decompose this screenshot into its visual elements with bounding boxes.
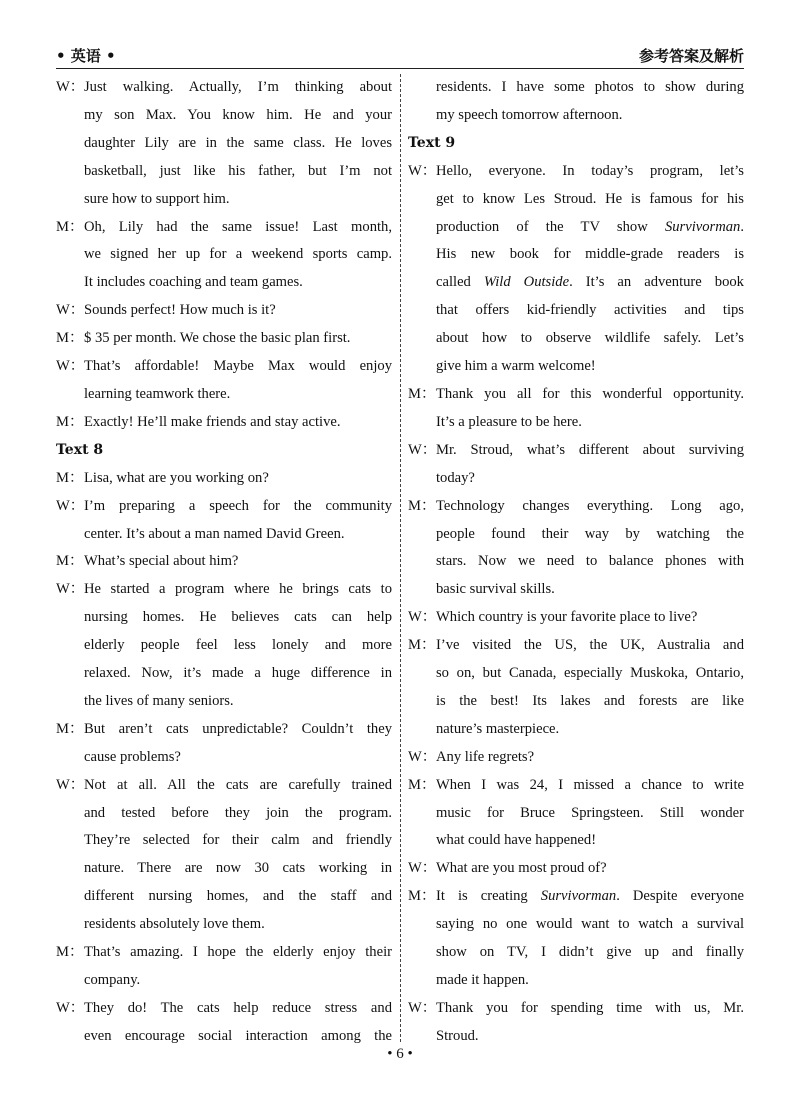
dialogue-turn — [408, 437, 744, 493]
speaker-label: M： — [56, 553, 84, 570]
speaker-label: W： — [56, 776, 85, 793]
dialogue-turn — [56, 409, 392, 437]
speaker-label: M： — [56, 720, 84, 737]
dialogue-line: But aren’t cats unpredictable? Couldn’t they — [84, 720, 392, 737]
dialogue-line: about how to observe wildlife safely. Let’s — [436, 330, 744, 347]
indent — [408, 409, 436, 437]
dialogue-line: we signed her up for a weekend sports camp. — [84, 246, 392, 263]
indent — [56, 744, 84, 772]
indent — [56, 800, 84, 828]
indent — [408, 521, 436, 549]
dialogue-line: I’ve visited the US, the UK, Australia and — [436, 637, 744, 654]
dialogue-line: the lives of many seniors. — [84, 692, 234, 709]
indent — [56, 158, 84, 186]
speaker-label: W： — [56, 999, 85, 1016]
dialogue-line: different nursing homes, and the staff and — [84, 888, 392, 905]
dialogue-turn — [56, 576, 392, 716]
indent — [56, 604, 84, 632]
dialogue-line: show on TV, I didn’t give up and finally — [436, 944, 744, 961]
speaker-label: W： — [56, 497, 85, 514]
indent — [408, 576, 436, 604]
dialogue-line: so on, but Canada, especially Muskoka, Ontario, — [436, 665, 744, 682]
indent — [408, 325, 436, 353]
dialogue-line: even encourage social interaction among the — [84, 1027, 392, 1044]
indent — [56, 130, 84, 158]
indent — [56, 102, 84, 130]
dialogue-line: basic survival skills. — [436, 581, 555, 598]
dialogue-line: my son Max. You know him. He and your — [84, 106, 392, 123]
dialogue-line: what could have happened! — [436, 832, 597, 849]
indent — [56, 883, 84, 911]
indent — [408, 939, 436, 967]
dialogue-line: and tested before they join the program. — [84, 804, 392, 821]
dialogue-turn — [408, 632, 744, 744]
dialogue-line: It is creating Survivorman. Despite everyone — [436, 888, 744, 905]
indent — [56, 241, 84, 269]
dialogue-turn — [408, 604, 744, 632]
dialogue-line: elderly people feel less lonely and more — [84, 637, 392, 654]
dialogue-line: people found their way by watching the — [436, 525, 744, 542]
dialogue-turn — [56, 493, 392, 549]
speaker-label: M： — [56, 413, 84, 430]
dialogue-line: cause problems? — [84, 748, 181, 765]
dialogue-turn — [408, 883, 744, 995]
dialogue-turn — [56, 548, 392, 576]
dialogue-line: That’s amazing. I hope the elderly enjoy their — [84, 944, 392, 961]
dialogue-turn — [56, 74, 392, 214]
indent — [408, 353, 436, 381]
dialogue-line: saying no one would want to watch a survival — [436, 916, 744, 933]
header-rule — [56, 68, 744, 69]
dialogue-turn — [408, 772, 744, 856]
dialogue-line: is the best! Its lakes and forests are like — [436, 692, 744, 709]
indent — [408, 297, 436, 325]
indent — [408, 269, 436, 297]
dialogue-line: $ 35 per month. We chose the basic plan first. — [84, 330, 351, 347]
dialogue-turn — [408, 381, 744, 437]
dialogue-line: relaxed. Now, it’s made a huge difference in — [84, 665, 392, 682]
dialogue-line: give him a warm welcome! — [436, 358, 596, 375]
speaker-label: W： — [408, 609, 437, 626]
dialogue-line: basketball, just like his father, but I’m not — [84, 162, 392, 179]
speaker-label: M： — [408, 637, 436, 654]
speaker-label: W： — [408, 999, 437, 1016]
text-heading: Text 8 — [56, 441, 104, 458]
dialogue-turn — [408, 158, 744, 381]
indent — [408, 911, 436, 939]
speaker-label: M： — [56, 469, 84, 486]
left-column — [56, 74, 392, 1051]
indent — [408, 660, 436, 688]
text-heading: Text 9 — [408, 134, 456, 151]
dialogue-line: today? — [436, 469, 475, 486]
dialogue-line: my speech tomorrow afternoon. — [436, 106, 623, 123]
dialogue-line: daughter Lily are in the same class. He loves — [84, 134, 392, 151]
indent — [408, 967, 436, 995]
dialogue-line: What are you most proud of? — [436, 860, 607, 877]
dialogue-line: called Wild Outside. It’s an adventure book — [436, 274, 744, 291]
speaker-label: M： — [408, 497, 436, 514]
indent — [56, 660, 84, 688]
page-number: • 6 • — [387, 1046, 413, 1062]
dialogue-line: Which country is your favorite place to live? — [436, 609, 698, 626]
dialogue-line: Lisa, what are you working on? — [84, 469, 269, 486]
speaker-label: W： — [408, 860, 437, 877]
dialogue-line: I’m preparing a speech for the community — [84, 497, 392, 514]
speaker-label: M： — [408, 776, 436, 793]
dialogue-line: music for Bruce Springsteen. Still wonder — [436, 804, 744, 821]
speaker-label: W： — [56, 79, 85, 95]
indent — [56, 911, 84, 939]
dialogue-line: Any life regrets? — [436, 748, 535, 765]
dialogue-line: Not at all. All the cats are carefully trained — [84, 776, 392, 793]
dialogue-line: When I was 24, I missed a chance to write — [436, 776, 744, 793]
indent — [56, 855, 84, 883]
dialogue-turn — [408, 493, 744, 605]
speaker-label: W： — [408, 162, 437, 179]
dialogue-turn — [56, 772, 392, 939]
indent — [408, 74, 436, 102]
dialogue-line: center. It’s about a man named David Green. — [84, 525, 345, 542]
dialogue-line: Thank you for spending time with us, Mr. — [436, 999, 744, 1016]
speaker-label: W： — [56, 302, 85, 319]
dialogue-line: His new book for middle-grade readers is — [436, 246, 744, 263]
dialogue-line: nature. There are now 30 cats working in — [84, 860, 392, 877]
dialogue-line: It includes coaching and team games. — [84, 274, 303, 291]
speaker-label: W： — [408, 441, 437, 458]
right-column — [408, 74, 744, 1051]
dialogue-line: Just walking. Actually, I’m thinking about — [84, 79, 392, 95]
indent — [56, 632, 84, 660]
speaker-label: W： — [408, 748, 437, 765]
dialogue-line: Oh, Lily had the same issue! Last month, — [84, 218, 392, 235]
dialogue-turn — [56, 995, 392, 1051]
dialogue-turn — [56, 214, 392, 298]
dialogue-line: stars. Now we need to balance phones with — [436, 553, 744, 570]
speaker-label: M： — [408, 385, 436, 402]
dialogue-turn — [408, 855, 744, 883]
dialogue-line: residents. I have some photos to show during — [436, 79, 744, 95]
dialogue-line: Thank you all for this wonderful opportunity. — [436, 385, 744, 402]
speaker-label: M： — [56, 944, 84, 961]
speaker-label: W： — [56, 581, 85, 598]
dialogue-line: that offers kid-friendly activities and tips — [436, 302, 744, 319]
dialogue-line: Technology changes everything. Long ago, — [436, 497, 744, 514]
page-header — [56, 42, 744, 66]
indent — [408, 548, 436, 576]
speaker-label: M： — [56, 330, 84, 347]
indent — [408, 186, 436, 214]
dialogue-line: sure how to support him. — [84, 190, 230, 207]
speaker-label: M： — [408, 888, 436, 905]
indent — [56, 186, 84, 214]
dialogue-line: Stroud. — [436, 1027, 479, 1044]
indent — [408, 827, 436, 855]
speaker-label: W： — [56, 358, 85, 375]
dialogue-turn — [408, 995, 744, 1051]
dialogue-line: It’s a pleasure to be here. — [436, 413, 582, 430]
dialogue-turn — [56, 325, 392, 353]
dialogue-turn — [56, 939, 392, 995]
subject-label: • 英语 • — [56, 47, 116, 65]
indent — [56, 688, 84, 716]
dialogue-line: Sounds perfect! How much is it? — [84, 302, 276, 319]
dialogue-line: learning teamwork there. — [84, 385, 231, 402]
dialogue-line: They’re selected for their calm and friendly — [84, 832, 392, 849]
dialogue-line: Exactly! He’ll make friends and stay active. — [84, 413, 341, 430]
indent — [56, 967, 84, 995]
dialogue-line: company. — [84, 972, 141, 988]
indent — [408, 716, 436, 744]
indent — [56, 521, 84, 549]
dialogue-line: made it happen. — [436, 972, 529, 988]
dialogue-turn — [56, 716, 392, 772]
dialogue-line: Mr. Stroud, what’s different about surviving — [436, 441, 744, 458]
dialogue-line: nursing homes. He believes cats can help — [84, 609, 392, 626]
indent — [408, 214, 436, 242]
dialogue-line: He started a program where he brings cats to — [84, 581, 392, 598]
indent — [408, 688, 436, 716]
dialogue-line: Hello, everyone. In today’s program, let’s — [436, 162, 744, 179]
dialogue-turn — [56, 465, 392, 493]
dialogue-line: residents absolutely love them. — [84, 916, 265, 933]
dialogue-turn — [408, 744, 744, 772]
dialogue-line: get to know Les Stroud. He is famous for his — [436, 190, 744, 207]
dialogue-continuation — [408, 74, 744, 130]
indent — [408, 102, 436, 130]
dialogue-line: They do! The cats help reduce stress and — [84, 999, 392, 1016]
indent — [56, 827, 84, 855]
indent — [408, 241, 436, 269]
indent — [408, 465, 436, 493]
dialogue-line: nature’s masterpiece. — [436, 720, 560, 737]
column-divider — [400, 74, 401, 1042]
dialogue-line: That’s affordable! Maybe Max would enjoy — [84, 358, 392, 375]
indent — [56, 269, 84, 297]
dialogue-line: What’s special about him? — [84, 553, 239, 570]
dialogue-turn — [56, 297, 392, 325]
speaker-label: M： — [56, 218, 84, 235]
indent — [56, 381, 84, 409]
section-title: 参考答案及解析 — [638, 47, 744, 65]
indent — [408, 800, 436, 828]
dialogue-line: production of the TV show Survivorman. — [436, 218, 744, 235]
dialogue-turn — [56, 353, 392, 409]
